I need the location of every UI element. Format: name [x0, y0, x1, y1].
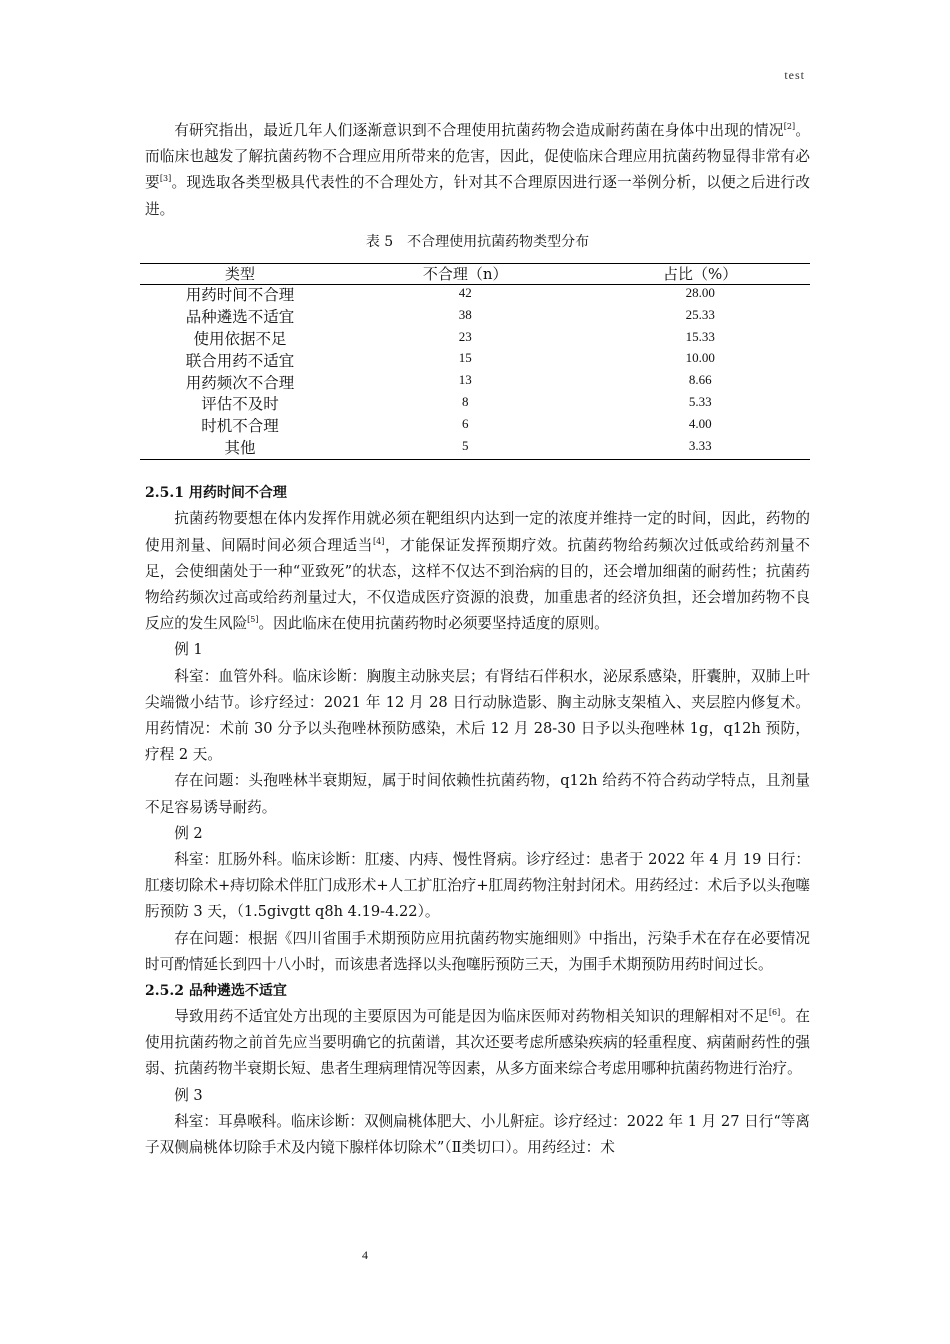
- section-heading-2-5-1: 2.5.1 用药时间不合理: [145, 485, 287, 502]
- paragraph-text: 。因此临床在使用抗菌药物时必须要坚持适度的原则。: [258, 615, 609, 633]
- table-row: [140, 329, 810, 351]
- paragraph-text: ，才能保证发挥预期疗效。抗菌药物给药频次过低或给药剂量不足，会使细菌处于一种“亚致死”的状态，这样不仅达不到治病的目的，还会增加细菌的耐药性；抗菌药物给药频次过高或给药剂量过大，不仅造成医疗资源的浪费，加重患者的经济负担，还会增加药物不良反应的发生风险: [145, 536, 810, 633]
- table-row: [140, 285, 810, 307]
- cell-count: 23: [458, 328, 472, 344]
- cell-type: 联合用药不适宜: [185, 351, 295, 370]
- cell-count: 38: [458, 306, 472, 322]
- cell-percent: 10.00: [685, 350, 715, 366]
- header-count: 不合理（n）: [340, 264, 590, 285]
- cell-type: 其他: [224, 438, 256, 457]
- page-header: test: [784, 68, 805, 82]
- intro-paragraph: [145, 118, 810, 223]
- paragraph-text: 抗菌药物要想在体内发挥作用就必须在靶组织内达到一定的浓度并维持一定的时间，因此，药物的使用剂量、间隔时间必须合理适当: [145, 510, 810, 554]
- cell-percent: 8.66: [688, 372, 712, 388]
- section-heading-2-5-2: 2.5.2 品种遴选不适宜: [145, 983, 287, 1000]
- page-content: [145, 118, 810, 1161]
- intro-text-3: 。现选取各类型极具代表性的不合理处方，针对其不合理原因进行逐一举例分析，以便之后进行改进。: [145, 174, 810, 218]
- cell-percent: 25.33: [685, 306, 715, 322]
- cell-type: 品种遴选不适宜: [185, 308, 295, 327]
- citation: [6]: [768, 1008, 781, 1018]
- table-row: [140, 438, 810, 460]
- section-paragraph: [145, 506, 810, 637]
- cell-percent: 4.00: [688, 415, 712, 431]
- cell-count: 5: [461, 437, 469, 453]
- table-caption: 表 5 不合理使用抗菌药物类型分布: [365, 233, 590, 250]
- cell-type: 使用依据不足: [193, 330, 287, 348]
- citation: [2]: [783, 122, 796, 131]
- paragraph-text: 导致用药不适宜处方出现的主要原因为可能是因为临床医师对药物相关知识的理解相对不足: [174, 1008, 769, 1026]
- irrational-use-table: [140, 263, 810, 460]
- example-problem: 存在问题：头孢唑林半衰期短，属于时间依赖性抗菌药物，q12h 给药不符合药动学特点，且剂量不足容易诱导耐药。: [145, 772, 810, 816]
- cell-type: 时机不合理: [201, 417, 279, 436]
- cell-count: 42: [458, 285, 472, 301]
- paragraph-text: 。在使用抗菌药物之前首先应当要明确它的抗菌谱，其次还要考虑所感染疾病的轻重程度、病菌耐药性的强弱、抗菌药物半衰期长短、患者生理病理情况等因素，从多方面来综合考虑用哪种抗菌药物进行治疗。: [145, 1008, 810, 1078]
- citation: [3]: [159, 174, 172, 184]
- cell-type: 用药频次不合理: [185, 373, 295, 392]
- example-problem: 存在问题：根据《四川省围手术期预防应用抗菌药物实施细则》中指出，污染手术在存在必要情况时可酌情延长到四十八小时，而该患者选择以头孢噻肟预防三天，为围手术期预防用药时间过长。: [145, 929, 810, 973]
- table-row: [140, 350, 810, 372]
- example-label: 例 3: [174, 1086, 203, 1104]
- cell-count: 15: [458, 350, 472, 366]
- intro-text-1: 有研究指出，最近几年人们逐渐意识到不合理使用抗菌药物会造成耐药菌在身体中出现的情况: [174, 122, 784, 139]
- cell-type: 评估不及时: [201, 395, 279, 414]
- table-row: [140, 307, 810, 329]
- header-percent: 占比（%）: [590, 264, 810, 285]
- cell-percent: 28.00: [685, 285, 715, 301]
- example-detail: 科室：耳鼻喉科。临床诊断：双侧扁桃体肥大、小儿鼾症。诊疗经过：2022 年 1 月 27 日行“等离子双侧扁桃体切除手术及内镜下腺样体切除术”（Ⅱ类切口）。用药经过：术: [145, 1112, 810, 1157]
- example-detail: 科室：肛肠外科。临床诊断：肛瘘、内痔、慢性肾病。诊疗经过：患者于 2022 年 4 月 19 日行：肛瘘切除术+痔切除术伴肛门成形术+人工扩肛治疗+肛周药物注射封闭术。用药经过：术后予以头孢噻肟预防 3 天，（1.5givgtt q8h 4.19-4.22）。: [145, 851, 810, 921]
- citation: [4]: [373, 536, 385, 546]
- cell-percent: 5.33: [688, 394, 712, 409]
- cell-count: 8: [461, 394, 469, 409]
- example-detail: 科室：血管外科。临床诊断：胸腹主动脉夹层；有肾结石伴积水，泌尿系感染，肝囊肿，双肺上叶尖端微小结节。诊疗经过：2021 年 12 月 28 日行动脉造影、胸主动脉支架植入、夹层腔内修复术。用药情况：术前 30 分予以头孢唑林预防感染，术后 12 月 28-30 日予以头孢唑林 1g，q12h 预防，疗程 2 天。: [145, 667, 810, 764]
- intro-text-2: 。而临床也越发了解抗菌药物不合理应用所带来的危害，因此，促使临床合理应用抗菌药物显得非常有必要: [145, 122, 810, 192]
- header-type: 类型: [140, 264, 340, 285]
- table-header-row: [140, 264, 810, 285]
- section-paragraph: [145, 1004, 810, 1083]
- table-row: [140, 394, 810, 416]
- cell-count: 13: [458, 372, 472, 388]
- page-number: 4: [362, 1248, 368, 1262]
- table-row: [140, 372, 810, 394]
- cell-count: 6: [461, 415, 469, 431]
- table-row: [140, 416, 810, 438]
- example-label: 例 2: [174, 824, 203, 842]
- cell-percent: 15.33: [685, 328, 715, 344]
- example-label: 例 1: [174, 641, 203, 659]
- citation: [5]: [247, 615, 259, 625]
- cell-type: 用药时间不合理: [185, 286, 295, 305]
- cell-percent: 3.33: [688, 437, 712, 453]
